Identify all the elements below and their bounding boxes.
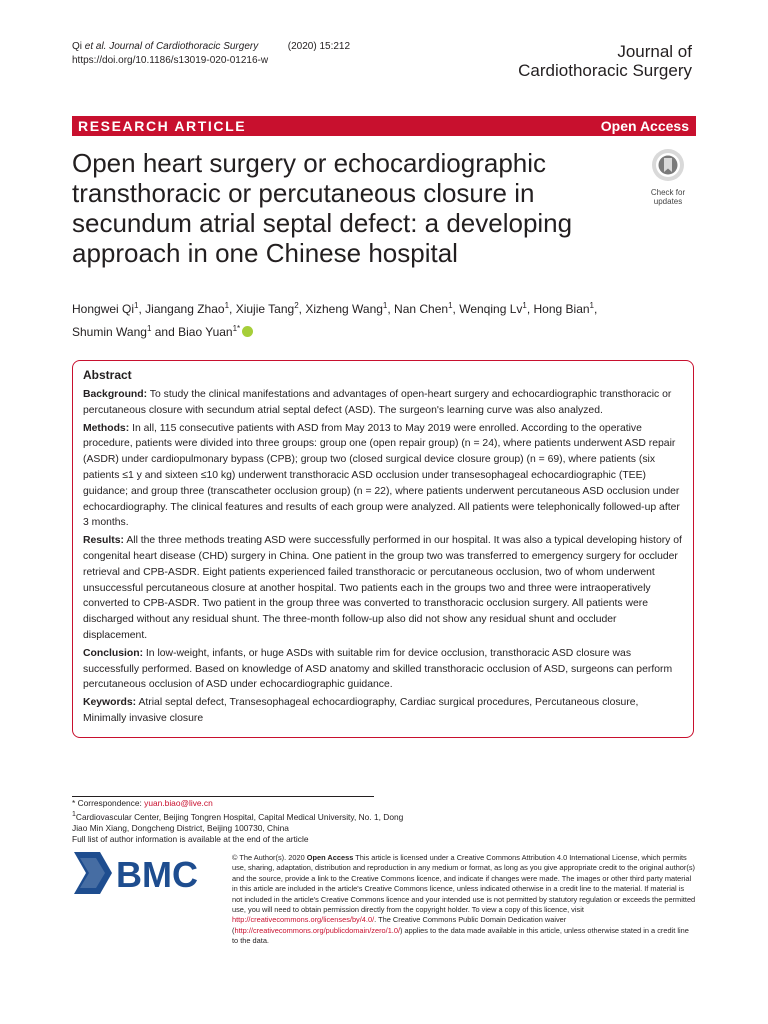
abstract-heading: Abstract xyxy=(83,368,132,382)
bmc-logo xyxy=(72,850,222,896)
abstract-conclusion: Conclusion: In low-weight, infants, or huge ASDs with suitable rim for device occlusion, transthoracic ASD closure was successfully performed. Based on knowledge of ASD anatomy and skilled transthoracic occlusion of ASD, surgeons can perform percutaneous occlusion of ASD under echocardiographic guidance. xyxy=(83,647,673,691)
journal-logo-line1: Journal of xyxy=(617,42,692,61)
crossmark-bookmark-icon xyxy=(651,148,685,182)
open-access-label: Open Access xyxy=(600,118,689,134)
citation-line xyxy=(72,40,350,54)
citation-year-volume: (2020) 15:212 xyxy=(287,41,351,52)
correspondence-email-link[interactable]: yuan.biao@live.cn xyxy=(144,798,213,808)
citation-journal: Journal of Cardiothoracic Surgery xyxy=(109,41,259,52)
orcid-icon[interactable] xyxy=(242,326,253,337)
article-type-banner xyxy=(72,116,696,136)
license-text: © The Author(s). 2020 Open Access This article is licensed under a Creative Commons Attribution 4.0 International License, which permits use, sharing, adaptation, distribution and reproduction in any medium or format, as long as you give appropriate credit to the original author(s) and the source, provide a link to the Creative Commons licence, and indicate if changes were made. The images or other third party material in this article are included in the article's Creative Commons licence, unless indicated otherwise in a credit line to the material. If material is not included in the article's Creative Commons licence and your intended use is not permitted by statutory regulation or exceeds the permitted use, you will need to obtain permission directly from the copyright holder. To view a copy of this licence, visit http://creativecommons.org/licenses/by/4.0/. The Creative Commons Public Domain Dedication waiver (http://creativecommons.org/publicdomain/zero/1.0/) applies to the data made available in this article, unless otherwise stated in a credit line to the data. xyxy=(232,853,696,946)
footnotes xyxy=(72,798,412,846)
publisher-logo-text: BMC xyxy=(116,854,198,895)
cc-by-license-link[interactable]: http://creativecommons.org/licenses/by/4.0/ xyxy=(232,915,375,925)
author-name: Hong Bian xyxy=(533,302,590,316)
citation-authors: Qi xyxy=(72,41,82,52)
footnote-divider xyxy=(72,796,374,797)
author-name: Xizheng Wang xyxy=(305,302,383,316)
correspondence-line: * Correspondence: yuan.biao@live.cn xyxy=(72,798,213,808)
author-conjunction: and xyxy=(154,325,175,339)
author-name: Biao Yuan xyxy=(178,325,233,339)
affiliation: $^1$Cardiovascular Center, Beijing Tongren Hospital, Capital Medical University, No. 1, Dong Jiao Min Xiang, Dongcheng District, Beijing 100730, China xyxy=(72,811,404,834)
check-for-updates-label: Check for updates xyxy=(650,188,686,206)
article-title: Open heart surgery or echocardiographic transthoracic or percutaneous closure in secundum atrial septal defect: a developing approach in one Chinese hospital xyxy=(72,148,573,268)
abstract-results: Results: All the three methods treating ASD were successfully performed in our hospital. It was also a typical developing history of congenital heart disease (CHD) surgery in China. One patient in the group two was transferred to emergency surgery for occluder retrieval and CPB-ASDR. Eight patients experienced failed transthoracic or percutaneous occlusion, two of whom underwent unsuccessful percutaneous closure at another hospital. Two patients each in the groups two and three were intraoperatively converted to CPB-ASDR. Two patient in the group three was converted to transthoracic occlusion surgery. All patients were discharged without any residual shunt. The three-month follow-up also did not show any residual shunt and occluder displacement. xyxy=(83,535,682,641)
abstract-box xyxy=(72,360,694,738)
citation-header xyxy=(72,40,350,68)
author-name: Hongwei Qi xyxy=(72,302,135,316)
author-name: Shumin Wang xyxy=(72,325,147,339)
cc-zero-waiver-link[interactable]: http://creativecommons.org/publicdomain/zero/1.0/ xyxy=(234,925,401,935)
author-list: Hongwei Qi$^1$, Jiangang Zhao$^1$, Xiujie Tang$^2$, Xizheng Wang$^1$, Nan Chen$^1$, Wenqing Lv$^1$, Hong Bian$^1$, Shumin Wang$^1$ and Biao Yuan$^{1*}$ xyxy=(72,301,598,339)
abstract-background: Background: To study the clinical manifestations and advantages of open-heart surgery and echocardiographic transthoracic or percutaneous closure with secundum atrial septal defect (ASD). The surgeon's learning curve was also analyzed. xyxy=(83,389,672,416)
citation-etal: et al. xyxy=(84,41,107,52)
full-list-note: Full list of author information is available at the end of the article xyxy=(72,834,309,845)
author-name: Jiangang Zhao xyxy=(145,302,225,316)
check-for-updates-button[interactable] xyxy=(644,148,692,206)
journal-logo xyxy=(518,42,692,80)
author-name: Nan Chen xyxy=(394,302,449,316)
author-name: Xiujie Tang xyxy=(235,302,295,316)
abstract-keywords: Keywords: Atrial septal defect, Transesophageal echocardiography, Cardiac surgical procedures, Percutaneous closure, Minimally invasive closure xyxy=(83,697,639,724)
journal-logo-line2: Cardiothoracic Surgery xyxy=(518,61,692,80)
abstract-methods: Methods: In all, 115 consecutive patients with ASD from May 2013 to May 2019 were enrolled. According to the operative procedure, patients were divided into three groups: group one (open repair group) (n = 24), where patients underwent ASD repair (ASDR) under cardiopulmonary bypass (CPB); group two (closed surgical device closure group) (n = 69), where patients (six patients ≤1 y and sixteen ≤10 kg) underwent transthoracic ASD occlusion under transesophageal echocardiographic (TEE) guidance; and group three (transcatheter occlusion group) (n = 22), where patients underwent percutaneous ASD occlusion under echocardiography. The clinical features and results of each group were analyzed. All patients were telephonically followed-up after 3 months. xyxy=(83,422,680,529)
doi-link[interactable]: https://doi.org/10.1186/s13019-020-01216-w xyxy=(72,55,269,66)
author-name: Wenqing Lv xyxy=(459,302,523,316)
article-type-label: RESEARCH ARTICLE xyxy=(78,118,247,134)
